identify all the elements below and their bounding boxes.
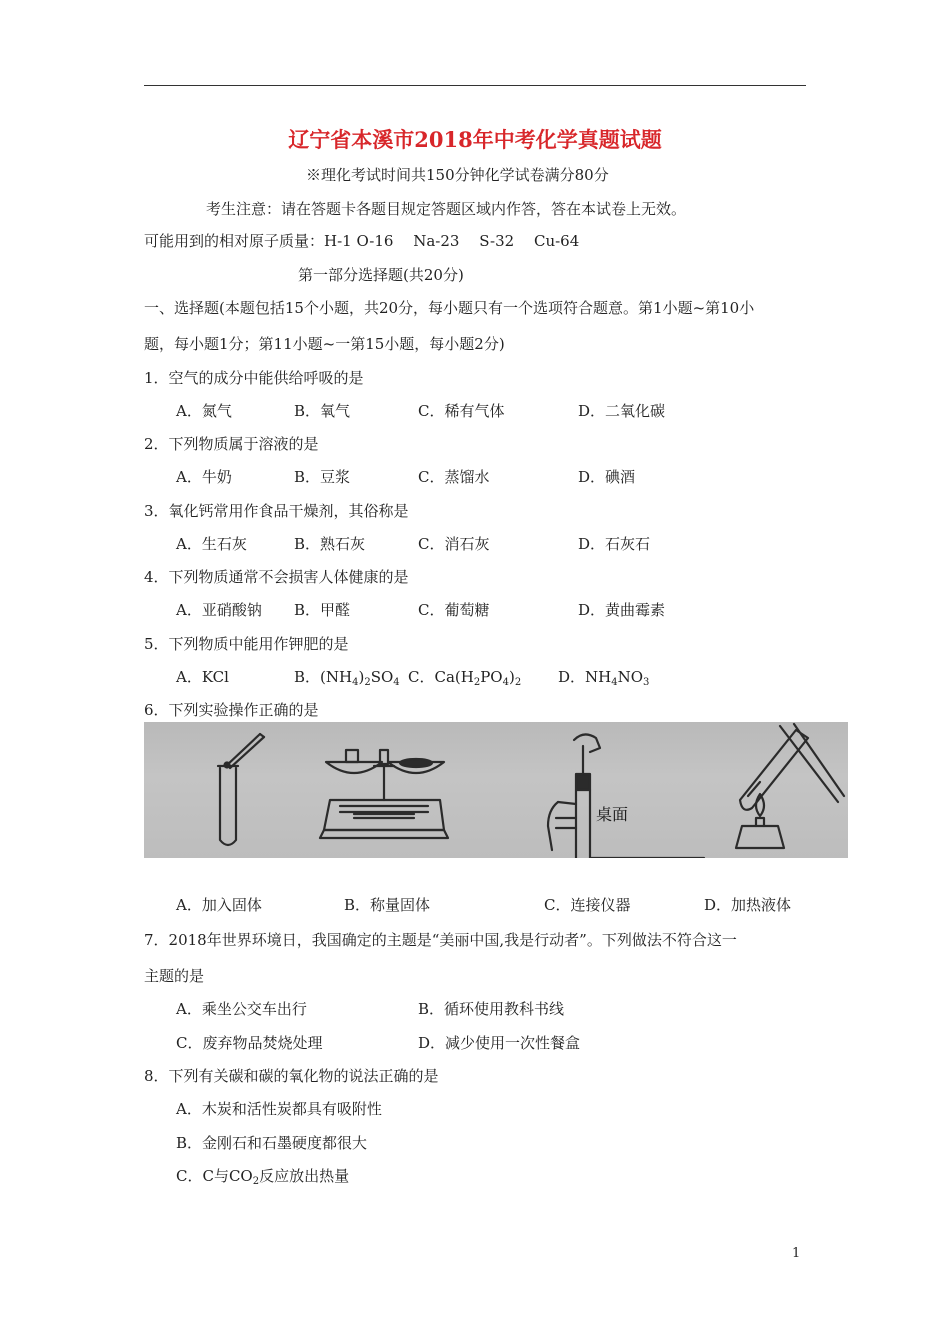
exam-notice: 考生注意：请在答题卡各题目规定答题区域内作答，答在本试卷上无效。 (206, 200, 687, 218)
question-2-option-c: C．蒸馏水 (418, 468, 490, 486)
connect-apparatus-drawing (548, 734, 704, 858)
experiment-illustration (144, 722, 848, 858)
question-7-option-d: D．减少使用一次性餐盒 (418, 1034, 581, 1052)
question-4-option-a: A．亚硝酸钠 (176, 601, 262, 619)
exam-subtitle: ※理化考试时间共150分钟化学试卷满分80分 (306, 166, 609, 184)
question-6-stem: 6．下列实验操作正确的是 (144, 701, 319, 719)
question-3-stem: 3．氧化钙常用作食品干燥剂，其俗称是 (144, 502, 409, 520)
question-5-option-b: B．$(NH_4)_2SO_4$ (294, 668, 400, 688)
question-5-option-d: D．$NH_4NO_3$ (558, 668, 650, 688)
question-1-option-d: D．二氧化碳 (578, 402, 666, 420)
question-3-option-d: D．石灰石 (578, 535, 651, 553)
question-6-option-b: B．称量固体 (344, 896, 431, 914)
section-instructions-1: 一、选择题(本题包括15个小题，共20分，每小题只有一个选项符合题意。第1小题~第10小 (144, 299, 755, 317)
atomic-mass-line: 可能用到的相对原子质量：H-1 O-16 Na-23 S-32 Cu-64 (144, 232, 580, 250)
document-title: 辽宁省本溪市2018年中考化学真题试题 (288, 127, 662, 152)
question-4-option-b: B．甲醛 (294, 601, 351, 619)
question-1-option-c: C．稀有气体 (418, 402, 505, 420)
question-3-option-a: A．生石灰 (176, 535, 247, 553)
question-3-option-c: C．消石灰 (418, 535, 490, 553)
question-5-option-a: A．KCl (176, 668, 229, 686)
question-1-stem: 1．空气的成分中能供给呼吸的是 (144, 369, 364, 387)
question-4-option-c: C．葡萄糖 (418, 601, 490, 619)
question-8-stem: 8．下列有关碳和碳的氧化物的说法正确的是 (144, 1067, 439, 1085)
page-number: 1 (792, 1246, 801, 1261)
question-4-option-d: D．黄曲霉素 (578, 601, 666, 619)
test-tube-tweezers-drawing (218, 734, 264, 845)
question-5-option-c: C．$Ca(H_2PO_4)_2$ (408, 668, 522, 688)
question-2-option-d: D．碘酒 (578, 468, 636, 486)
question-6-option-c: C．连接仪器 (544, 896, 631, 914)
question-4-stem: 4．下列物质通常不会损害人体健康的是 (144, 568, 409, 586)
question-7-stem-1: 7．2018年世界环境日，我国确定的主题是“美丽中国,我是行动者”。下列做法不符合这一 (144, 931, 737, 949)
heating-liquid-drawing (736, 724, 844, 848)
desk-label: 桌面 (596, 805, 629, 824)
question-6-option-a: A．加入固体 (176, 896, 262, 914)
question-2-option-a: A．牛奶 (176, 468, 232, 486)
header-rule (144, 85, 806, 86)
question-7-option-a: A．乘坐公交车出行 (176, 1000, 307, 1018)
question-5-stem: 5．下列物质中能用作钾肥的是 (144, 635, 349, 653)
question-2-option-b: B．豆浆 (294, 468, 351, 486)
question-8-option-c: C．C与$CO_2$反应放出热量 (176, 1167, 350, 1187)
question-7-stem-2: 主题的是 (144, 967, 205, 985)
balance-drawing (320, 750, 448, 838)
question-3-option-b: B．熟石灰 (294, 535, 366, 553)
question-7-option-c: C．废弃物品焚烧处理 (176, 1034, 323, 1052)
question-7-option-b: B．循环使用教科书线 (418, 1000, 565, 1018)
question-1-option-b: B．氧气 (294, 402, 351, 420)
part-title: 第一部分选择题(共20分) (298, 266, 464, 284)
section-instructions-2: 题，每小题1分；第11小题~一第15小题，每小题2分) (144, 335, 505, 353)
question-6-option-d: D．加热液体 (704, 896, 792, 914)
question-2-stem: 2．下列物质属于溶液的是 (144, 435, 319, 453)
question-8-option-a: A．木炭和活性炭都具有吸附性 (176, 1100, 382, 1118)
question-1-option-a: A．氮气 (176, 402, 232, 420)
question-8-option-b: B．金刚石和石墨硬度都很大 (176, 1134, 368, 1152)
